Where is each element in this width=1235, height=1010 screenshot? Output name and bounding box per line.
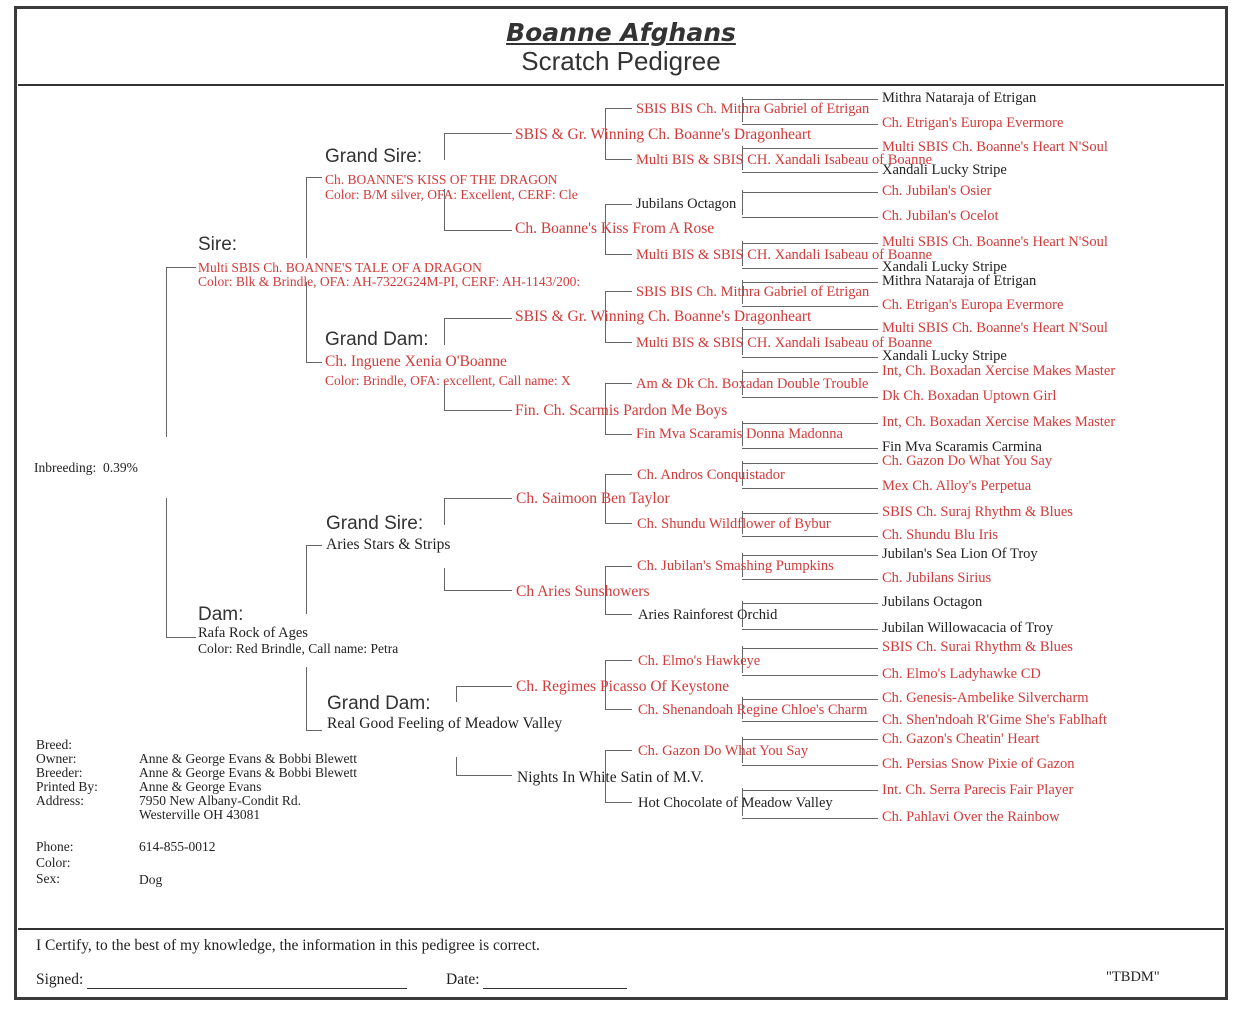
gen5-entry-23: Jubilans Octagon — [882, 594, 983, 610]
connector-line-10 — [306, 667, 307, 730]
connector-line-69 — [742, 357, 878, 358]
gen4-entry-4: Multi BIS & SBIS CH. Xandali Isabeau of Boanne — [636, 247, 933, 263]
gen4-entry-2: Multi BIS & SBIS CH. Xandali Isabeau of Boanne — [636, 152, 933, 168]
gen4-entry-12: Aries Rainforest Orchid — [638, 607, 778, 623]
gen5-entry-2: Ch. Etrigan's Europa Evermore — [882, 115, 1064, 131]
connector-line-22 — [444, 568, 445, 590]
inbreeding-label: Inbreeding: — [34, 460, 97, 475]
connector-line-0 — [166, 267, 167, 437]
connector-line-71 — [742, 372, 878, 373]
connector-line-66 — [742, 306, 878, 307]
phone-value: 614-855-0012 — [139, 839, 216, 854]
connector-line-26 — [456, 757, 457, 775]
connector-line-9 — [306, 545, 322, 546]
connector-line-20 — [444, 498, 445, 525]
inbreeding — [34, 460, 138, 476]
connector-line-83 — [742, 555, 878, 556]
connector-line-84 — [742, 579, 878, 580]
gen5-entry-6: Ch. Jubilan's Ocelot — [882, 208, 999, 224]
date-label: Date: — [446, 971, 480, 988]
dam-grand-sire-name: Aries Stars & Strips — [326, 536, 451, 553]
dam-grand-sire-label: Grand Sire: — [326, 513, 424, 534]
gen4-entry-5: SBIS BIS Ch. Mithra Gabriel of Etrigan — [636, 284, 870, 300]
gen4-entry-13: Ch. Elmo's Hawkeye — [638, 653, 761, 669]
connector-line-99 — [742, 818, 878, 819]
connector-line-35 — [605, 291, 632, 292]
connector-line-72 — [742, 397, 878, 398]
address-line-2: Westerville OH 43081 — [139, 807, 261, 822]
connector-line-65 — [742, 282, 878, 283]
gen3-entry-1: SBIS & Gr. Winning Ch. Boanne's Dragonheart — [515, 126, 812, 143]
gen5-entry-14: Dk Ch. Boxadan Uptown Girl — [882, 388, 1057, 404]
breed-label: Breed: — [36, 737, 72, 752]
gen5-entry-17: Ch. Gazon Do What You Say — [882, 453, 1053, 469]
dam-grand-dam-name: Real Good Feeling of Meadow Valley — [327, 715, 563, 732]
gen5-entry-3: Multi SBIS Ch. Boanne's Heart N'Soul — [882, 139, 1108, 155]
gen4-entry-8: Fin Mva Scaramis Donna Madonna — [636, 426, 843, 442]
connector-line-45 — [605, 614, 632, 615]
sire-grand-sire-label: Grand Sire: — [325, 146, 423, 167]
connector-line-36 — [605, 342, 632, 343]
connector-line-95 — [742, 739, 878, 740]
connector-line-74 — [742, 423, 878, 424]
page-subtitle: Scratch Pedigree — [521, 46, 721, 76]
connector-line-13 — [444, 133, 512, 134]
owner-value: Anne & George Evans & Bobbi Blewett — [139, 751, 357, 766]
sire-grand-sire-detail: Color: B/M silver, OFA: Excellent, CERF: Cle — [325, 187, 578, 202]
gen5-entry-4: Xandali Lucky Stripe — [882, 162, 1007, 178]
connector-line-98 — [742, 790, 878, 791]
dam-grand-dam-label: Grand Dam: — [327, 693, 431, 714]
gen5-entry-19: SBIS Ch. Suraj Rhythm & Blues — [882, 504, 1073, 520]
gen4-entry-14: Ch. Shenandoah Regine Chloe's Charm — [638, 702, 868, 718]
connector-line-3 — [166, 637, 196, 638]
connector-line-80 — [742, 513, 878, 514]
connector-line-4 — [306, 177, 307, 258]
connector-line-41 — [605, 474, 632, 475]
gen5-entry-22: Ch. Jubilans Sirius — [882, 570, 992, 586]
gen5-entry-12: Xandali Lucky Stripe — [882, 348, 1007, 364]
connector-line-59 — [742, 192, 878, 193]
gen3-entry-6: Ch Aries Sunshowers — [516, 583, 650, 600]
connector-line-38 — [605, 383, 632, 384]
date-field[interactable] — [446, 971, 627, 989]
connector-line-75 — [742, 448, 878, 449]
code-tag: "TBDM" — [1106, 969, 1160, 985]
gen5-entry-32: Ch. Pahlavi Over the Rainbow — [882, 809, 1060, 825]
gen5-entry-15: Int, Ch. Boxadan Xercise Makes Master — [882, 414, 1116, 430]
address-line-1: 7950 New Albany-Condit Rd. — [139, 793, 301, 808]
gen3-entry-7: Ch. Regimes Picasso Of Keystone — [516, 678, 730, 695]
breeder-label: Breeder: — [36, 765, 83, 780]
connector-line-25 — [456, 686, 512, 687]
dam-label: Dam: — [198, 604, 244, 625]
connector-line-7 — [306, 362, 322, 363]
connector-line-96 — [742, 765, 878, 766]
gen5-entry-29: Ch. Gazon's Cheatin' Heart — [882, 731, 1040, 747]
gen5-entry-27: Ch. Genesis-Ambelike Silvercharm — [882, 690, 1089, 706]
gen5-entry-9: Mithra Nataraja of Etrigan — [882, 273, 1037, 289]
gen3-entry-8: Nights In White Satin of M.V. — [517, 769, 704, 786]
gen4-entry-10: Ch. Shundu Wildflower of Bybur — [637, 516, 831, 532]
header — [18, 10, 1224, 86]
connector-line-15 — [444, 230, 512, 231]
sex-label: Sex: — [36, 871, 61, 886]
gen3-entry-5: Ch. Saimoon Ben Taylor — [516, 490, 670, 507]
gen5-entry-26: Ch. Elmo's Ladyhawke CD — [882, 666, 1041, 682]
connector-line-6 — [306, 282, 307, 362]
gen5-entry-24: Jubilan Willowacacia of Troy — [882, 620, 1054, 636]
gen5-entry-18: Mex Ch. Alloy's Perpetua — [882, 478, 1032, 494]
connector-line-56 — [742, 148, 878, 149]
gen3-entry-4: Fin. Ch. Scarmis Pardon Me Boys — [515, 402, 728, 419]
connector-line-93 — [742, 721, 878, 722]
connector-line-57 — [742, 172, 878, 173]
owner-info-labels — [36, 738, 98, 808]
connector-line-1 — [166, 267, 196, 268]
connector-line-54 — [742, 124, 878, 125]
connector-line-90 — [742, 675, 878, 676]
signed-field[interactable] — [36, 971, 407, 989]
gen5-entry-30: Ch. Persias Snow Pixie of Gazon — [882, 756, 1075, 772]
dam-detail: Color: Red Brindle, Call name: Petra — [198, 641, 399, 656]
owner-info-values — [139, 752, 357, 822]
gen5-entry-25: SBIS Ch. Surai Rhythm & Blues — [882, 639, 1073, 655]
breeder-value: Anne & George Evans & Bobbi Blewett — [139, 765, 357, 780]
connector-line-33 — [605, 254, 632, 255]
signature-line[interactable] — [87, 988, 407, 989]
connector-line-53 — [742, 99, 878, 100]
connector-line-92 — [742, 699, 878, 700]
connector-line-39 — [605, 434, 632, 435]
address-label: Address: — [36, 793, 84, 808]
sire-label: Sire: — [198, 234, 238, 255]
connector-line-8 — [306, 545, 307, 614]
connector-line-42 — [605, 523, 632, 524]
connector-line-86 — [742, 603, 878, 604]
gen5-entry-28: Ch. Shen'ndoah R'Gime She's Fablhaft — [882, 712, 1107, 728]
gen5-entry-13: Int, Ch. Boxadan Xercise Makes Master — [882, 363, 1116, 379]
gen5-entry-5: Ch. Jubilan's Osier — [882, 183, 992, 199]
phone-label: Phone: — [36, 839, 74, 854]
gen5-entry-11: Multi SBIS Ch. Boanne's Heart N'Soul — [882, 320, 1108, 336]
gen4-entry-6: Multi BIS & SBIS CH. Xandali Isabeau of Boanne — [636, 335, 933, 351]
connector-line-19 — [444, 410, 512, 411]
connector-line-23 — [444, 590, 512, 591]
dam-name: Rafa Rock of Ages — [198, 625, 308, 641]
connector-line-51 — [605, 802, 632, 803]
connector-line-5 — [306, 177, 322, 178]
gen3-entry-2: Ch. Boanne's Kiss From A Rose — [515, 220, 715, 237]
gen4-entry-11: Ch. Jubilan's Smashing Pumpkins — [637, 558, 834, 574]
connector-line-12 — [444, 133, 445, 160]
connector-line-32 — [605, 204, 632, 205]
connector-line-77 — [742, 463, 878, 464]
gen4-entry-3: Jubilans Octagon — [636, 196, 737, 212]
gen5-entry-16: Fin Mva Scaramis Carmina — [882, 439, 1042, 455]
connector-line-48 — [605, 709, 632, 710]
gen3-entry-3: SBIS & Gr. Winning Ch. Boanne's Dragonheart — [515, 308, 812, 325]
gen4-entry-9: Ch. Andros Conquistador — [637, 467, 785, 483]
connector-line-62 — [742, 243, 878, 244]
gen5-entry-8: Xandali Lucky Stripe — [882, 259, 1007, 275]
sire-grand-dam-detail: Color: Brindle, OFA: excellent, Call name: X — [325, 373, 571, 388]
connector-line-24 — [456, 686, 457, 702]
connector-line-50 — [605, 750, 632, 751]
printed-by-value: Anne & George Evans — [139, 779, 262, 794]
connector-line-27 — [456, 775, 512, 776]
certify-statement: I Certify, to the best of my knowledge, the information in this pedigree is correct. — [36, 937, 540, 954]
signed-label: Signed: — [36, 971, 84, 988]
connector-line-58 — [742, 190, 743, 215]
sire-grand-dam-label: Grand Dam: — [325, 329, 429, 350]
gen4-entry-15: Ch. Gazon Do What You Say — [638, 743, 809, 759]
connector-line-17 — [444, 318, 512, 319]
gen4-entry-7: Am & Dk Ch. Boxadan Double Trouble — [636, 376, 869, 392]
connector-line-29 — [605, 108, 632, 109]
connector-line-68 — [742, 329, 878, 330]
gen4-entry-16: Hot Chocolate of Meadow Valley — [638, 795, 833, 811]
sire-grand-dam-name: Ch. Inguene Xenia O'Boanne — [325, 353, 507, 370]
sire-name: Multi SBIS Ch. BOANNE'S TALE OF A DRAGON — [198, 260, 482, 275]
connector-line-87 — [742, 629, 878, 630]
connector-line-16 — [444, 318, 445, 345]
sire-grand-sire-name: Ch. BOANNE'S KISS OF THE DRAGON — [325, 172, 558, 187]
connector-line-89 — [742, 648, 878, 649]
connector-line-47 — [605, 660, 632, 661]
connector-line-60 — [742, 217, 878, 218]
gen5-entry-31: Int. Ch. Serra Parecis Fair Player — [882, 782, 1074, 798]
gen5-entry-10: Ch. Etrigan's Europa Evermore — [882, 297, 1064, 313]
color-label: Color: — [36, 855, 71, 870]
owner-label: Owner: — [36, 751, 77, 766]
printed-by-label: Printed By: — [36, 779, 98, 794]
gen5-entry-1: Mithra Nataraja of Etrigan — [882, 90, 1037, 106]
connector-line-63 — [742, 268, 878, 269]
gen5-entry-21: Jubilan's Sea Lion Of Troy — [882, 546, 1038, 562]
connector-line-11 — [306, 730, 322, 731]
page-title: Boanne Afghans — [506, 18, 736, 47]
gen5-entry-20: Ch. Shundu Blu Iris — [882, 527, 999, 543]
connector-line-30 — [605, 159, 632, 160]
connector-line-44 — [605, 566, 632, 567]
gen5-entry-7: Multi SBIS Ch. Boanne's Heart N'Soul — [882, 234, 1108, 250]
sire-detail: Color: Blk & Brindle, OFA: AH-7322G24M-PI, CERF: AH-1143/200: — [198, 274, 581, 289]
gen4-entry-1: SBIS BIS Ch. Mithra Gabriel of Etrigan — [636, 101, 870, 117]
sex-value: Dog — [139, 872, 163, 887]
contact-labels — [36, 839, 74, 887]
footer-divider — [18, 928, 1224, 930]
connector-line-2 — [166, 498, 167, 637]
connector-line-81 — [742, 536, 878, 537]
inbreeding-value: 0.39% — [102, 460, 138, 475]
date-line[interactable] — [483, 988, 627, 989]
connector-line-21 — [444, 498, 512, 499]
connector-line-78 — [742, 488, 878, 489]
